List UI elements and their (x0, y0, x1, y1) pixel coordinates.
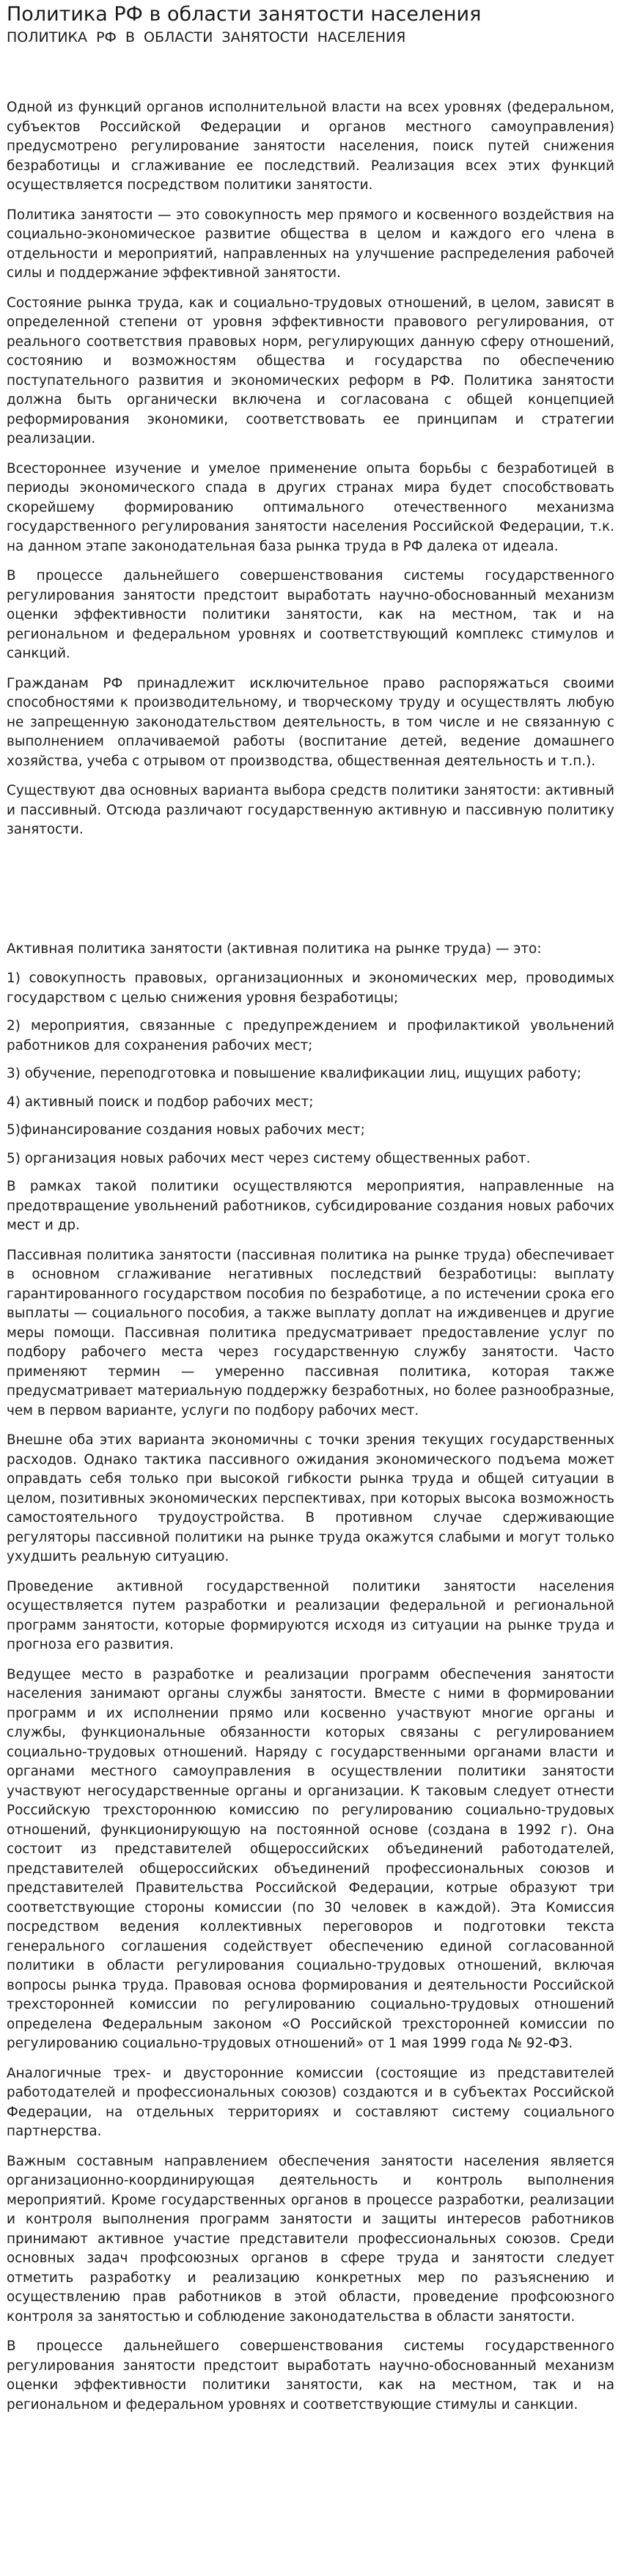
paragraph: Ведущее место в разработке и реализации программ обеспечения занятости населения занимают органы службы занятости. Вместе с ними в формировании программ и их исполнении прямо или косвенно участвуют многие органы и службы, функциональные обязанности которых связаны с регулированием социально-трудовых отношений. Наряду с государственными органами власти и органами местного самоуправления в осуществлении политики занятости участвуют негосударственные органы и организации. К таковым следует отнести Российскую трехстороннюю комиссию по регулированию социально-трудовых отношений, функционирующую на постоянной основе (создана в 1992 г). Она состоит из представителей общероссийских объединений работодателей, представителей общероссийских объединений профессиональных союзов и представителей Правительства Российской Федерации, котрые образуют три соответствующие стороны комиссии (по 30 человек в каждой). Эта Комиссия посредством ведения коллективных переговоров и подготовки текста генерального соглашения содействует обеспечению единой согласованной политики в области регулирования социально-трудовых отношений, включая вопросы рынка труда. Правовая основа формирования и деятельности Российской трехсторонней комиссии по регулированию социально-трудовых отношений определена Федеральным законом «О Российской трехсторонней комиссии по регулированию социально-трудовых отношений» от 1 мая 1999 года № 92-ФЗ. (7, 1666, 614, 2051)
paragraph: В процессе дальнейшего совершенствования системы государственного регулирования занятости предстоит выработать научно-обоснованный механизм оценки эффективности политики занятости, как на местном, так и на региональном и федеральном уровнях и соответствующий комплекс стимулов и санкций. (7, 568, 614, 661)
paragraph: Всестороннее изучение и умелое применение опыта борьбы с безработицей в периоды экономического спада в других странах мира будет способствовать скорейшему формированию оптимального отечественного механизма государственного регулирования занятости населения Российской Федерации, т.к. на данном этапе законодательная база рынка труда в РФ далека от идеала. (7, 460, 614, 554)
paragraph: Существуют два основных варианта выбора средств политики занятости: активный и пассивный. Отсюда различают государственную активную и пассивную политику занятости. (7, 783, 614, 837)
spacer (7, 47, 614, 98)
list-item: 5) организация новых рабочих мест через систему общественных работ. (7, 1150, 531, 1166)
paragraph: Состояние рынка труда, как и социально-трудовых отношений, в целом, зависят в определенной степени от уровня эффективности правового регулирования, от реального соответствия правовых норм, регулирующих данную сферу отношений, состоянию и возможностям общества и государства по обеспечению поступательного развития и экономических реформ в РФ. Политика занятости должна быть органически включена и согласована с общей концепцией реформирования экономики, соответствовать ее принципам и стратегии реализации. (7, 295, 614, 446)
paragraph: Пассивная политика занятости (пассивная политика на рынке труда) обеспечивает в основном сглаживание негативных последствий безработицы: выплату гарантированного государством пособия по безработице, а по истечении срока его выплаты — социального пособия, а также выплату доплат на иждивенцев и другие меры помощи. Пассивная политика предусматривает предоставление услуг по подбору рабочего места через государственную службу занятости. Часто применяют термин — умеренно пассивная политика, которая также предусматривает материальную поддержку безработных, но более разнообразные, чем в первом варианте, услуги по подбору рабочих мест. (7, 1247, 614, 1418)
paragraph: Важным составным направлением обеспечения занятости населения является организационно-координирующая деятельность и контроль выполнения мероприятий. Кроме государственных органов в процессе разработки, реализации и контроля выполнения программ занятости и защиты интересов работников принимают активное участие представители профессиональных союзов. Среди основных задач профсоюзных органов в сфере труда и занятости следует отметить разработку и реализацию конкретных мер по разъяснению и осуществлению прав работников в этой области, проведение профсоюзного контроля за занятостью и соблюдение законодательства в области занятости. (7, 2153, 614, 2325)
list-intro: Активная политика занятости (активная политика на рынке труда) — это: (7, 941, 542, 957)
paragraph: Одной из функций органов исполнительной власти на всех уровнях (федеральном, субъектов Российской Федерации и органов местного самоуправления) предусмотрено регулирование занятости населения, поиск путей снижения безработицы и сглаживание ее последствий. Реализация всех этих функций осуществляется посредством политики занятости. (7, 100, 614, 193)
list-item: 2) мероприятия, связанные с предупреждением и профилактикой увольнений работников для сохранения рабочих мест; (7, 1018, 614, 1053)
page-subtitle: ПОЛИТИКА РФ В ОБЛАСТИ ЗАНЯТОСТИ НАСЕЛЕНИЯ (7, 29, 406, 45)
list-item: 4) активный поиск и подбор рабочих мест; (7, 1094, 314, 1110)
spacer (7, 850, 614, 940)
list-item: 3) обучение, переподготовка и повышение квалификации лиц, ищущих работу; (7, 1066, 581, 1081)
paragraph: Проведение активной государственной политики занятости населения осуществляется путем разработки и реализации федеральной и региональной программ занятости, которые формируются исходя из ситуации на рынке труда и прогноза его развития. (7, 1578, 614, 1652)
page-title: Политика РФ в области занятости населения (7, 3, 482, 26)
paragraph: Политика занятости — это совокупность мер прямого и косвенного воздействия на социально-экономическое развитие общества в целом и каждого его члена в отдельности и мероприятий, направленных на улучшение распределения рабочей силы и поддержание эффективной занятости. (7, 207, 614, 281)
paragraph: Внешне оба этих варианта экономичны с точки зрения текущих государственных расходов. Однако тактика пассивного ожидания экономического подъема может оправдать себя только при высокой гибкости рынка труда и общей ситуации в целом, позитивных экономических перспективах, при которых высока возможность самостоятельного трудоустройства. В противном случае сдерживающие регуляторы пассивной политики на рынке труда окажутся слабыми и могут только ухудшить реальную ситуацию. (7, 1432, 614, 1564)
list-item: 5)финансирование создания новых рабочих мест; (7, 1122, 365, 1138)
section-active-policy (7, 940, 614, 2415)
list-item: 1) совокупность правовых, организационных и экономических мер, проводимых государством с целью снижения уровня безработицы; (7, 971, 614, 1006)
paragraph: Аналогичные трех- и двусторонние комиссии (состоящие из представителей работодателей и профессиональных союзов) создаются и в субъектах Российской Федерации, на отдельных территориях и составляют систему социального партнерства. (7, 2065, 614, 2139)
paragraph: В рамках такой политики осуществляются мероприятия, направленные на предотвращение увольнений работников, субсидирование создания новых рабочих мест и др. (7, 1179, 614, 1233)
paragraph: Гражданам РФ принадлежит исключительное право распоряжаться своими способностями к производительному, и творческому труду и осуществлять любую не запрещенную законодательством деятельность, в том числе и не связанную с выполнением оплачиваемой работы (воспитание детей, ведение домашнего хозяйства, учеба с отрывом от производства, общественная деятельность и т.п.). (7, 675, 614, 769)
paragraph: В процессе дальнейшего совершенствования системы государственного регулирования занятости предстоит выработать научно-обоснованный механизм оценки эффективности политики занятости, как на местном, так и на региональном и федеральном уровнях и соответствующие стимулы и санкции. (7, 2338, 614, 2413)
section-overview (7, 98, 614, 840)
